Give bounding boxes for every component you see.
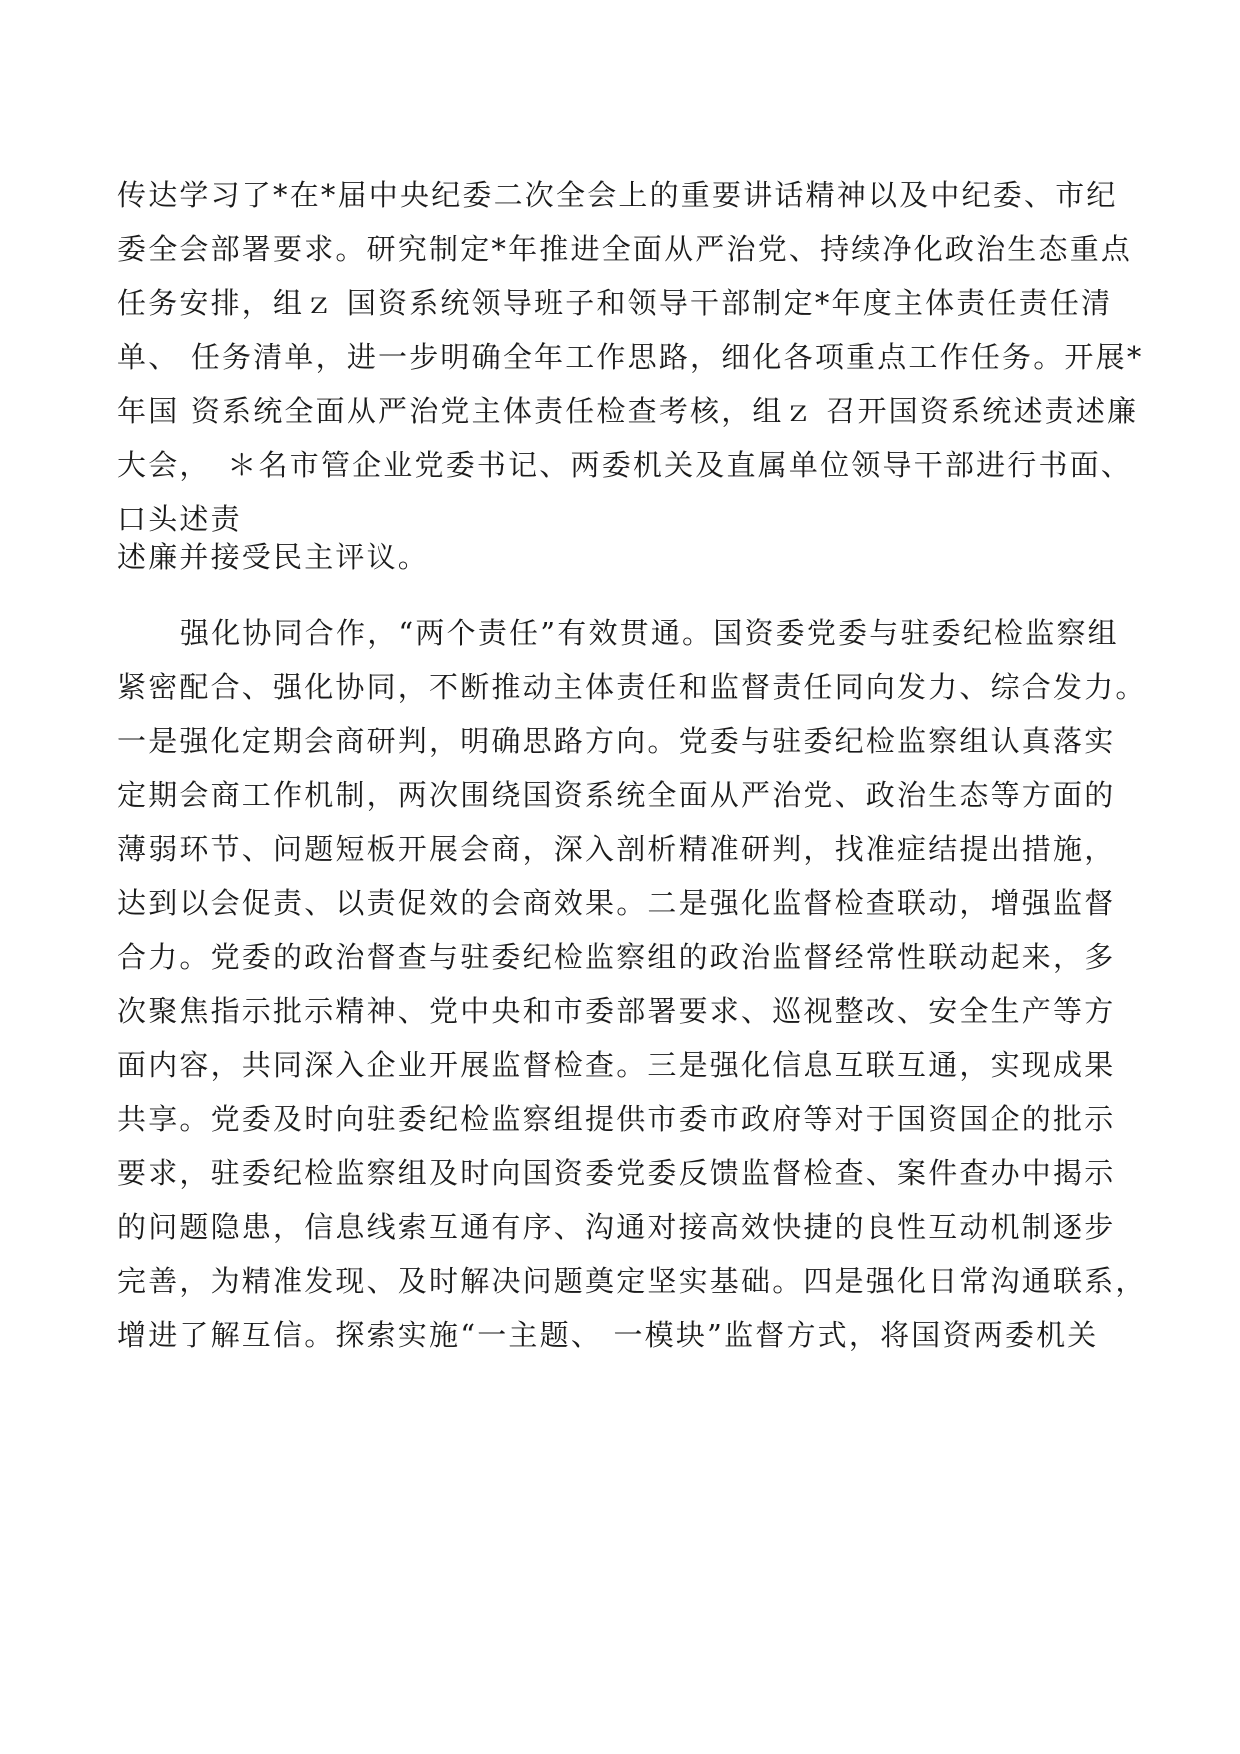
paragraph-lead-line: 强化协同合作，“两个责任”有效贯通。国资委党委与驻委纪检监察组 — [180, 616, 1119, 650]
text-line: 的问题隐患，信息线索互通有序、沟通对接高效快捷的良性互动机制逐步 — [117, 1210, 1116, 1244]
text-line: 大会， ＊名市管企业党委书记、两委机关及直属单位领导干部进行书面、 — [117, 448, 1133, 482]
text-line: 共享。党委及时向驻委纪检监察组提供市委市政府等对于国资国企的批示 — [117, 1102, 1116, 1136]
text-line: 传达学习了*在*届中央纪委二次全会上的重要讲话精神以及中纪委、市纪 — [117, 178, 1118, 212]
text-line: 面内容，共同深入企业开展监督检查。三是强化信息互联互通，实现成果 — [117, 1048, 1116, 1082]
text-line: 一是强化定期会商研判，明确思路方向。党委与驻委纪检监察组认真落实 — [117, 724, 1116, 758]
text-line: 定期会商工作机制，两次围绕国资系统全面从严治党、政治生态等方面的 — [117, 778, 1116, 812]
text-line: 达到以会促责、以责促效的会商效果。二是强化监督检查联动，增强监督 — [117, 886, 1116, 920]
text-line: 要求，驻委纪检监察组及时向国资委党委反馈监督检查、案件查办中揭示 — [117, 1156, 1116, 1190]
text-line: 年国 资系统全面从严治党主体责任检查考核，组ｚ 召开国资系统述责述廉 — [117, 394, 1139, 428]
text-line: 口头述责 — [117, 502, 242, 536]
text-line: 任务安排，组ｚ 国资系统领导班子和领导干部制定*年度主体责任责任清 — [117, 286, 1113, 320]
text-line: 次聚焦指示批示精神、党中央和市委部署要求、巡视整改、安全生产等方 — [117, 994, 1116, 1028]
text-line: 完善，为精准发现、及时解决问题奠定坚实基础。四是强化日常沟通联系， — [117, 1264, 1147, 1298]
text-line: 委全会部署要求。研究制定*年推进全面从严治党、持续净化政治生态重点 — [117, 232, 1133, 266]
text-line: 单、 任务清单，进一步明确全年工作思路，细化各项重点工作任务。开展* — [117, 340, 1144, 374]
text-line: 薄弱环节、问题短板开展会商，深入剖析精准研判，找准症结提出措施， — [117, 832, 1116, 866]
text-line: 紧密配合、强化协同，不断推动主体责任和监督责任同向发力、综合发力。 — [117, 670, 1147, 704]
text-line: 合力。党委的政治督查与驻委纪检监察组的政治监督经常性联动起来，多 — [117, 940, 1116, 974]
text-line: 增进了解互信。探索实施“一主题、 一模块”监督方式，将国资两委机关 — [117, 1318, 1099, 1352]
text-line: 述廉并接受民主评议。 — [117, 540, 430, 574]
